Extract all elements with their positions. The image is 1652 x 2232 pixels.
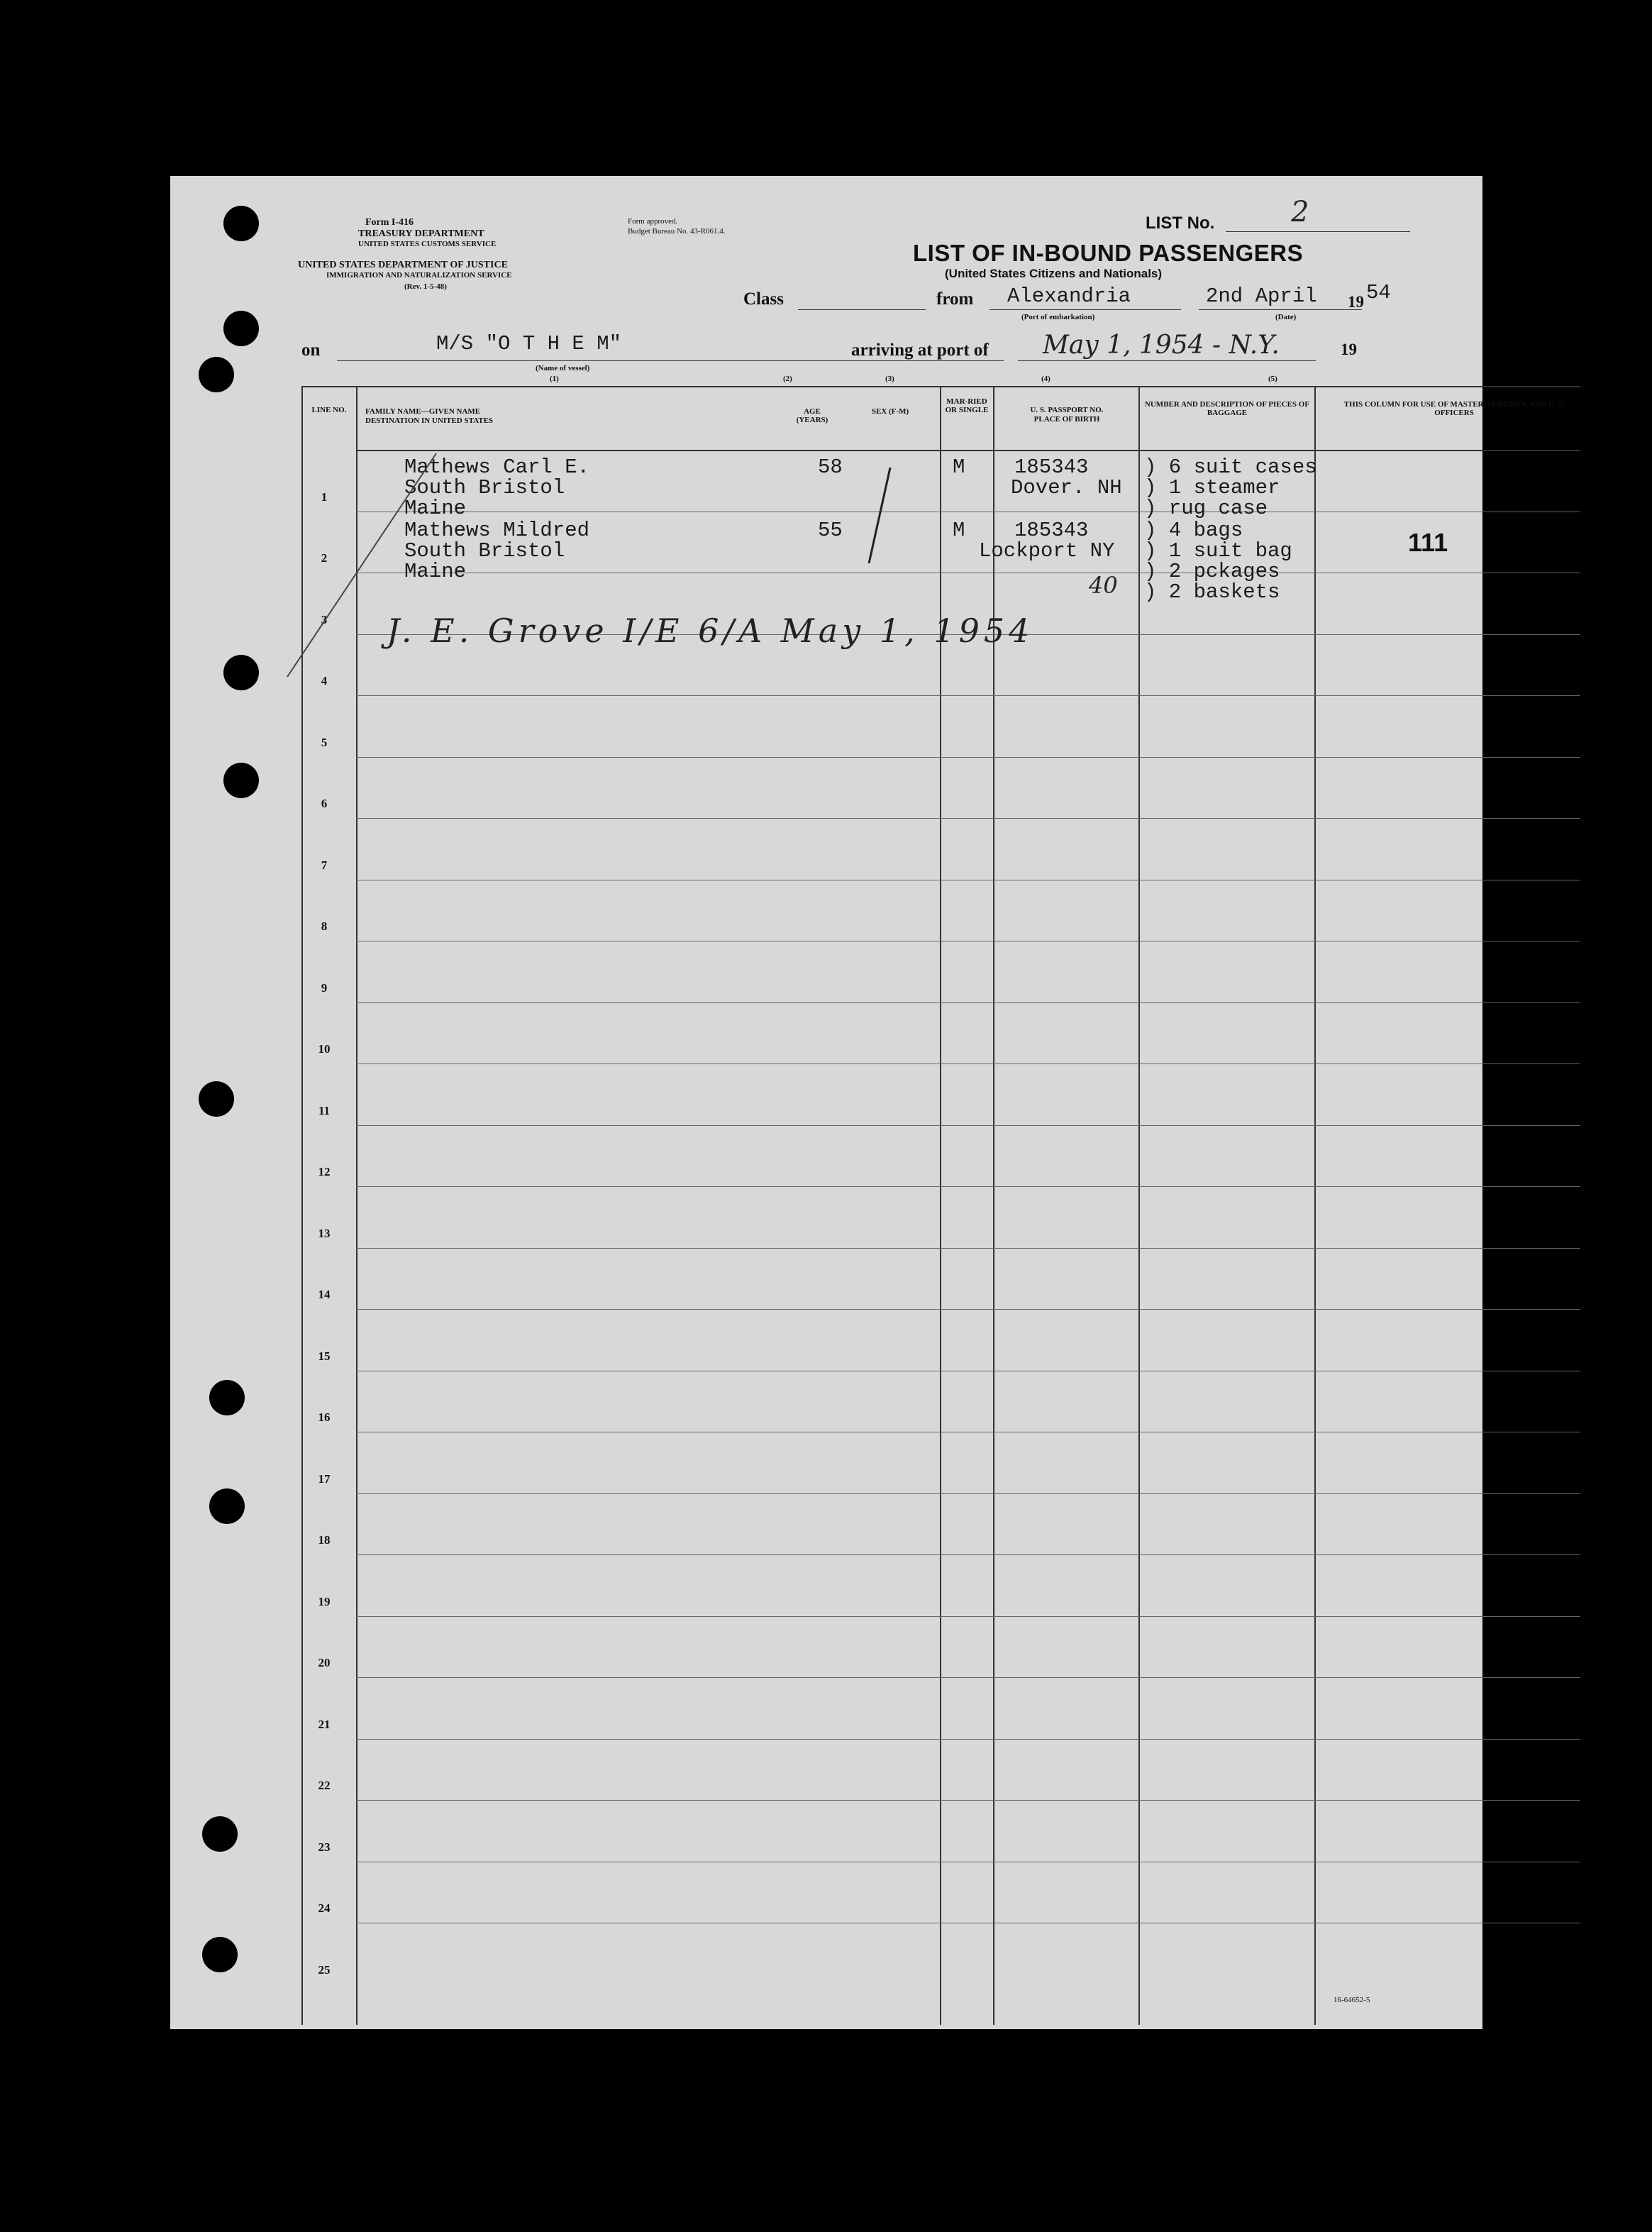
line-number: 1 [321, 490, 328, 504]
passport-col-right [1138, 386, 1140, 2025]
form-approved: Form approved. [628, 217, 678, 226]
passenger-1-baggage-1: ) 6 suit cases [1144, 455, 1317, 479]
year-suffix: 54 [1366, 281, 1391, 304]
arriving-year: 19 [1341, 341, 1357, 358]
footer-code: 16-64652-5 [1334, 1996, 1370, 2004]
line-number: 3 [321, 612, 328, 626]
line-number: 22 [318, 1779, 331, 1792]
date-caption: (Date) [1275, 313, 1297, 321]
vessel-underline [337, 360, 1004, 361]
port-embarkation: Alexandria [1007, 284, 1131, 308]
row-rule [356, 1002, 1580, 1003]
row-rule [356, 1493, 1580, 1494]
class-label: Class [743, 289, 784, 309]
col-number-4: (4) [1041, 375, 1050, 383]
passenger-1-baggage-2: ) 1 steamer [1144, 476, 1280, 499]
row-rule [356, 1309, 1580, 1310]
header-name: FAMILY NAME—GIVEN NAME [365, 407, 481, 416]
list-no-label: LIST No. [1146, 214, 1215, 233]
binder-hole [223, 206, 259, 241]
line-number: 2 [321, 551, 328, 565]
header-birth: PLACE OF BIRTH [1033, 415, 1100, 424]
header-age: AGE (YEARS) [796, 407, 828, 424]
list-no-value: 2 [1291, 196, 1309, 228]
line-number: 10 [318, 1042, 331, 1056]
arriving-handwritten: May 1, 1954 - N.Y. [1043, 331, 1280, 360]
officer-mark: 111 [1408, 528, 1448, 557]
line-number: 24 [318, 1901, 331, 1915]
list-no-underline [1226, 231, 1410, 232]
row-rule [356, 695, 1580, 696]
header-sex: SEX (F-M) [871, 407, 909, 416]
binder-hole [202, 1937, 238, 1972]
line-number: 7 [321, 858, 328, 872]
binder-hole [209, 1380, 245, 1415]
revision: (Rev. 1-5-48) [404, 282, 447, 291]
row-rule [356, 1125, 1580, 1126]
binder-hole [202, 1816, 238, 1852]
port-underline [989, 309, 1181, 310]
line-number: 25 [318, 1962, 331, 1977]
header-baggage: NUMBER AND DESCRIPTION OF PIECES OF BAGGAGE [1144, 400, 1310, 417]
binder-hole [223, 763, 259, 798]
passenger-2-baggage-1: ) 4 bags [1144, 519, 1243, 542]
line-number: 21 [318, 1717, 331, 1731]
row-rule [356, 1739, 1580, 1740]
line-number: 12 [318, 1165, 331, 1178]
passenger-2-name: Mathews Mildred [404, 519, 590, 542]
passenger-1-dest-state: Maine [404, 497, 467, 520]
line-number: 18 [318, 1533, 331, 1547]
inspector-signature: J. E. Grove I/E 6/A May 1, 1954 [387, 612, 1034, 650]
date-underline [1199, 309, 1362, 310]
arriving-underline [1018, 360, 1316, 361]
class-underline [798, 309, 926, 310]
binder-hole [209, 1488, 245, 1524]
binder-hole [223, 655, 259, 690]
line-number: 5 [321, 735, 328, 749]
justice-dept: UNITED STATES DEPARTMENT OF JUSTICE [298, 260, 508, 270]
passenger-2-birth: Lockport NY [979, 539, 1115, 563]
ins-service: IMMIGRATION AND NATURALIZATION SERVICE [326, 271, 512, 280]
binder-hole [223, 311, 259, 346]
passenger-1-name: Mathews Carl E. [404, 455, 590, 479]
row-rule [356, 1186, 1580, 1187]
from-label: from [936, 289, 974, 309]
passenger-2-baggage-4: ) 2 baskets [1144, 580, 1280, 604]
form-number: Form I-416 [365, 217, 414, 228]
on-label: on [301, 341, 321, 360]
passenger-1-baggage-3: ) rug case [1144, 497, 1268, 520]
passenger-1-passport: 185343 [1014, 455, 1089, 479]
form-title: LIST OF IN-BOUND PASSENGERS [913, 240, 1304, 266]
line-number: 16 [318, 1410, 331, 1424]
passenger-1-age: 58 [818, 455, 843, 479]
passenger-2-dest-state: Maine [404, 560, 467, 583]
line-number: 9 [321, 980, 328, 995]
port-caption: (Port of embarkation) [1021, 313, 1095, 321]
passenger-1-birth: Dover. NH [1011, 476, 1122, 499]
header-married: MAR-RIED OR SINGLE [945, 397, 989, 414]
row-rule [356, 1677, 1580, 1678]
row-rule [356, 1063, 1580, 1064]
baggage-col-right [1314, 386, 1316, 2025]
col-number-2: (2) [783, 375, 792, 383]
header-line-no: LINE NO. [311, 406, 347, 414]
col-number-3: (3) [885, 375, 894, 383]
passenger-1-dest-city: South Bristol [404, 476, 565, 499]
line-number: 23 [318, 1840, 331, 1854]
line-number: 20 [318, 1656, 331, 1669]
embark-date: 2nd April [1206, 284, 1317, 308]
budget-bureau: Budget Bureau No. 43-R061.4. [628, 227, 726, 236]
binder-hole [199, 357, 234, 392]
customs-service: UNITED STATES CUSTOMS SERVICE [358, 240, 497, 248]
row-rule [356, 818, 1580, 819]
header-bottom-border [356, 450, 1580, 451]
form-subtitle: (United States Citizens and Nationals) [945, 267, 1163, 280]
row-rule [356, 1800, 1580, 1801]
passenger-2-passport: 185343 [1014, 519, 1089, 542]
header-officers: THIS COLUMN FOR USE OF MASTER, SURGEON, AND U. S. OFFICERS [1343, 400, 1565, 417]
line-number: 19 [318, 1594, 331, 1608]
passenger-2-baggage-3: ) 2 pckages [1144, 560, 1280, 583]
line-number: 13 [318, 1226, 331, 1240]
passenger-1-marital: M [953, 455, 965, 479]
vessel-caption: (Name of vessel) [536, 364, 590, 372]
header-passport: U. S. PASSPORT NO. [1030, 406, 1104, 414]
line-number: 8 [321, 919, 328, 933]
col-number-5: (5) [1268, 375, 1277, 383]
binder-hole [199, 1081, 234, 1117]
pen-stroke [855, 464, 897, 570]
form-page [170, 176, 1565, 2029]
passenger-2-dest-city: South Bristol [404, 539, 565, 563]
line-number: 15 [318, 1349, 331, 1363]
row-rule [356, 757, 1580, 758]
passenger-2-marital: M [953, 519, 965, 542]
passenger-2-age: 55 [818, 519, 843, 542]
line-number: 11 [318, 1103, 331, 1117]
header-destination: DESTINATION IN UNITED STATES [365, 416, 494, 425]
line-number: 17 [318, 1471, 331, 1486]
row-rule [356, 1616, 1580, 1617]
row-rule [356, 1554, 1580, 1555]
line-number: 4 [321, 674, 328, 687]
handwritten-40: 40 [1089, 572, 1118, 599]
line-number: 6 [321, 797, 328, 810]
vessel-name: M/S "O T H E M" [436, 332, 622, 355]
treasury-dept: TREASURY DEPARTMENT [358, 228, 484, 239]
year-prefix: 19 [1348, 293, 1364, 311]
passenger-2-baggage-2: ) 1 suit bag [1144, 539, 1292, 563]
row-rule [356, 1248, 1580, 1249]
line-number: 14 [318, 1288, 331, 1301]
col-number-1: (1) [550, 375, 559, 383]
arriving-label: arriving at port of [851, 341, 989, 360]
passenger-table [301, 386, 1580, 2023]
